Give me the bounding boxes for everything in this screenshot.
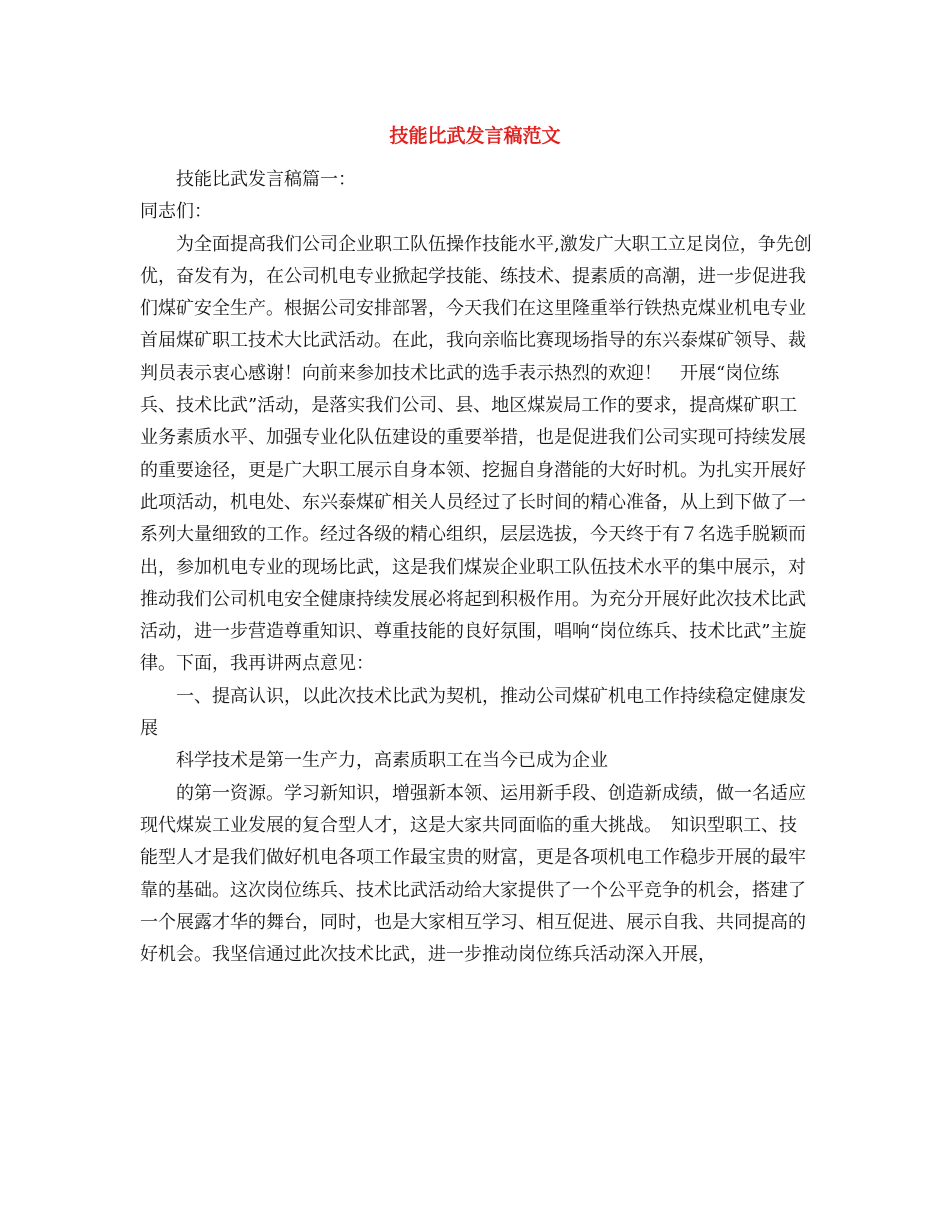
section-heading: 技能比武发言稿篇一： xyxy=(176,169,356,190)
body-paragraph: 一、提高认识，以此次技术比武为契机，推动公司煤矿机电工作持续稳定健康发展 xyxy=(140,685,806,740)
body-paragraph: 为全面提高我们公司企业职工队伍操作技能水平,激发广大职工立足岗位，争先创优，奋发有为，在公司机电专业掀起学技能、练技术、提素质的高潮，进一步促进我们煤矿安全生产。根据公司安排部署，今天我们在这里隆重举行铁热克煤业机电专业首届煤矿职工技术大比武活动。在此，我向亲临比赛现场指导的东兴泰煤矿领导、裁判员表示衷心感谢！向前来参加技术比武的选手表示热烈的欢迎！ 开展“岗位练兵、技术比武”活动，是落实我们公司、县、地区煤炭局工作的要求，提高煤矿职工业务素质水平、加强专业化队伍建设的重要举措，也是促进我们公司实现可持续发展的重要途径，更是广大职工展示自身本领、挖掘自身潜能的大好时机。为扎实开展好此项活动，机电处、东兴泰煤矿相关人员经过了长时间的精心准备，从上到下做了一系列大量细致的工作。经过各级的精心组织，层层选拔，今天终于有７名选手脱颖而出，参加机电专业的现场比武，这是我们煤炭企业职工队伍技术水平的集中展示，对推动我们公司机电安全健康持续发展必将起到积极作用。为充分开展好此次技术比武活动，进一步营造尊重知识、尊重技能的良好氛围，唱响“岗位练兵、技术比武”主旋律。下面，我再讲两点意见： xyxy=(140,233,812,675)
body-paragraph: 科学技术是第一生产力，高素质职工在当今已成为企业 xyxy=(176,750,608,772)
document-body xyxy=(140,164,812,971)
body-paragraph: 的第一资源。学习新知识，增强新本领、运用新手段、创造新成绩，做一名适应现代煤炭工业发展的复合型人才，这是大家共同面临的重大挑战。 知识型职工、技能型人才是我们做好机电各项工作最宝贵的财富，更是各项机电工作稳步开展的最牢靠的基础。这次岗位练兵、技术比武活动给大家提供了一个公平竞争的机会，搭建了一个展露才华的舞台，同时，也是大家相互学习、相互促进、展示自我、共同提高的好机会。我坚信通过此次技术比武，进一步推动岗位练兵活动深入开展， xyxy=(140,782,806,966)
salutation: 同志们： xyxy=(140,201,212,223)
document-title: 技能比武发言稿范文 xyxy=(389,125,561,147)
